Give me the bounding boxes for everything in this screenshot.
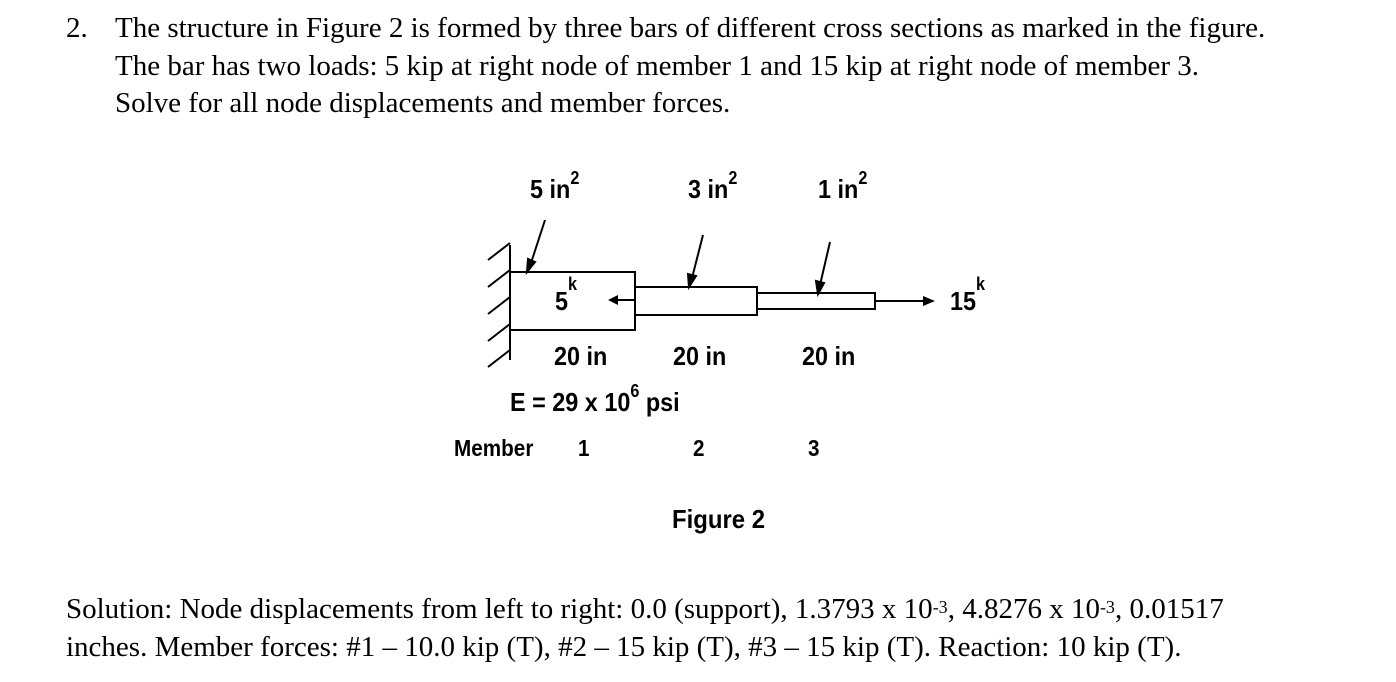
load-arrow-left xyxy=(608,295,635,305)
member-number-3: 3 xyxy=(808,435,820,461)
member-number-2: 2 xyxy=(693,435,705,461)
solution-text xyxy=(66,590,1224,666)
member-label: Member xyxy=(454,435,534,461)
solution-line-1: Solution: Node displacements from left to right: 0.0 (support), 1.3793 x $10^{-3}$, 4.8276 x $10^{-3}$, 0.01517 xyxy=(66,593,1224,625)
load-label-left: 5$^k$ xyxy=(555,274,578,316)
member-2-bar xyxy=(635,287,757,315)
area-label-member-2: 3 $in^2$ xyxy=(688,168,738,204)
problem-line-3: Solve for all node displacements and member forces. xyxy=(115,87,731,119)
area-label-member-1: 5 $in^2$ xyxy=(530,168,580,204)
load-arrow-right xyxy=(875,296,935,306)
figure-caption: Figure 2 xyxy=(672,504,766,534)
wall-hatch xyxy=(488,243,510,367)
member-3-bar xyxy=(757,293,875,309)
member-number-1: 1 xyxy=(578,435,590,461)
load-label-right: 15$^k$ xyxy=(950,274,986,316)
modulus-label: E = 29 x $10^6$ psi xyxy=(510,381,680,417)
length-label-member-3: 20 in xyxy=(802,341,856,371)
problem-number: 2. xyxy=(66,12,88,44)
area-label-member-3: 1 $in^2$ xyxy=(818,168,868,204)
length-label-member-1: 20 in xyxy=(554,341,608,371)
problem-line-2: The bar has two loads: 5 kip at right node of member 1 and 15 kip at right node of member 3. xyxy=(115,49,1200,82)
length-label-member-2: 20 in xyxy=(673,341,727,371)
solution-line-2: inches. Member forces: #1 – 10.0 kip (T), #2 – 15 kip (T), #3 – 15 kip (T). Reaction: 10 kip (T). xyxy=(66,631,1182,663)
figure-2 xyxy=(430,150,1030,480)
problem-line-1: The structure in Figure 2 is formed by three bars of different cross sections as marked in the figure. xyxy=(115,12,1266,44)
